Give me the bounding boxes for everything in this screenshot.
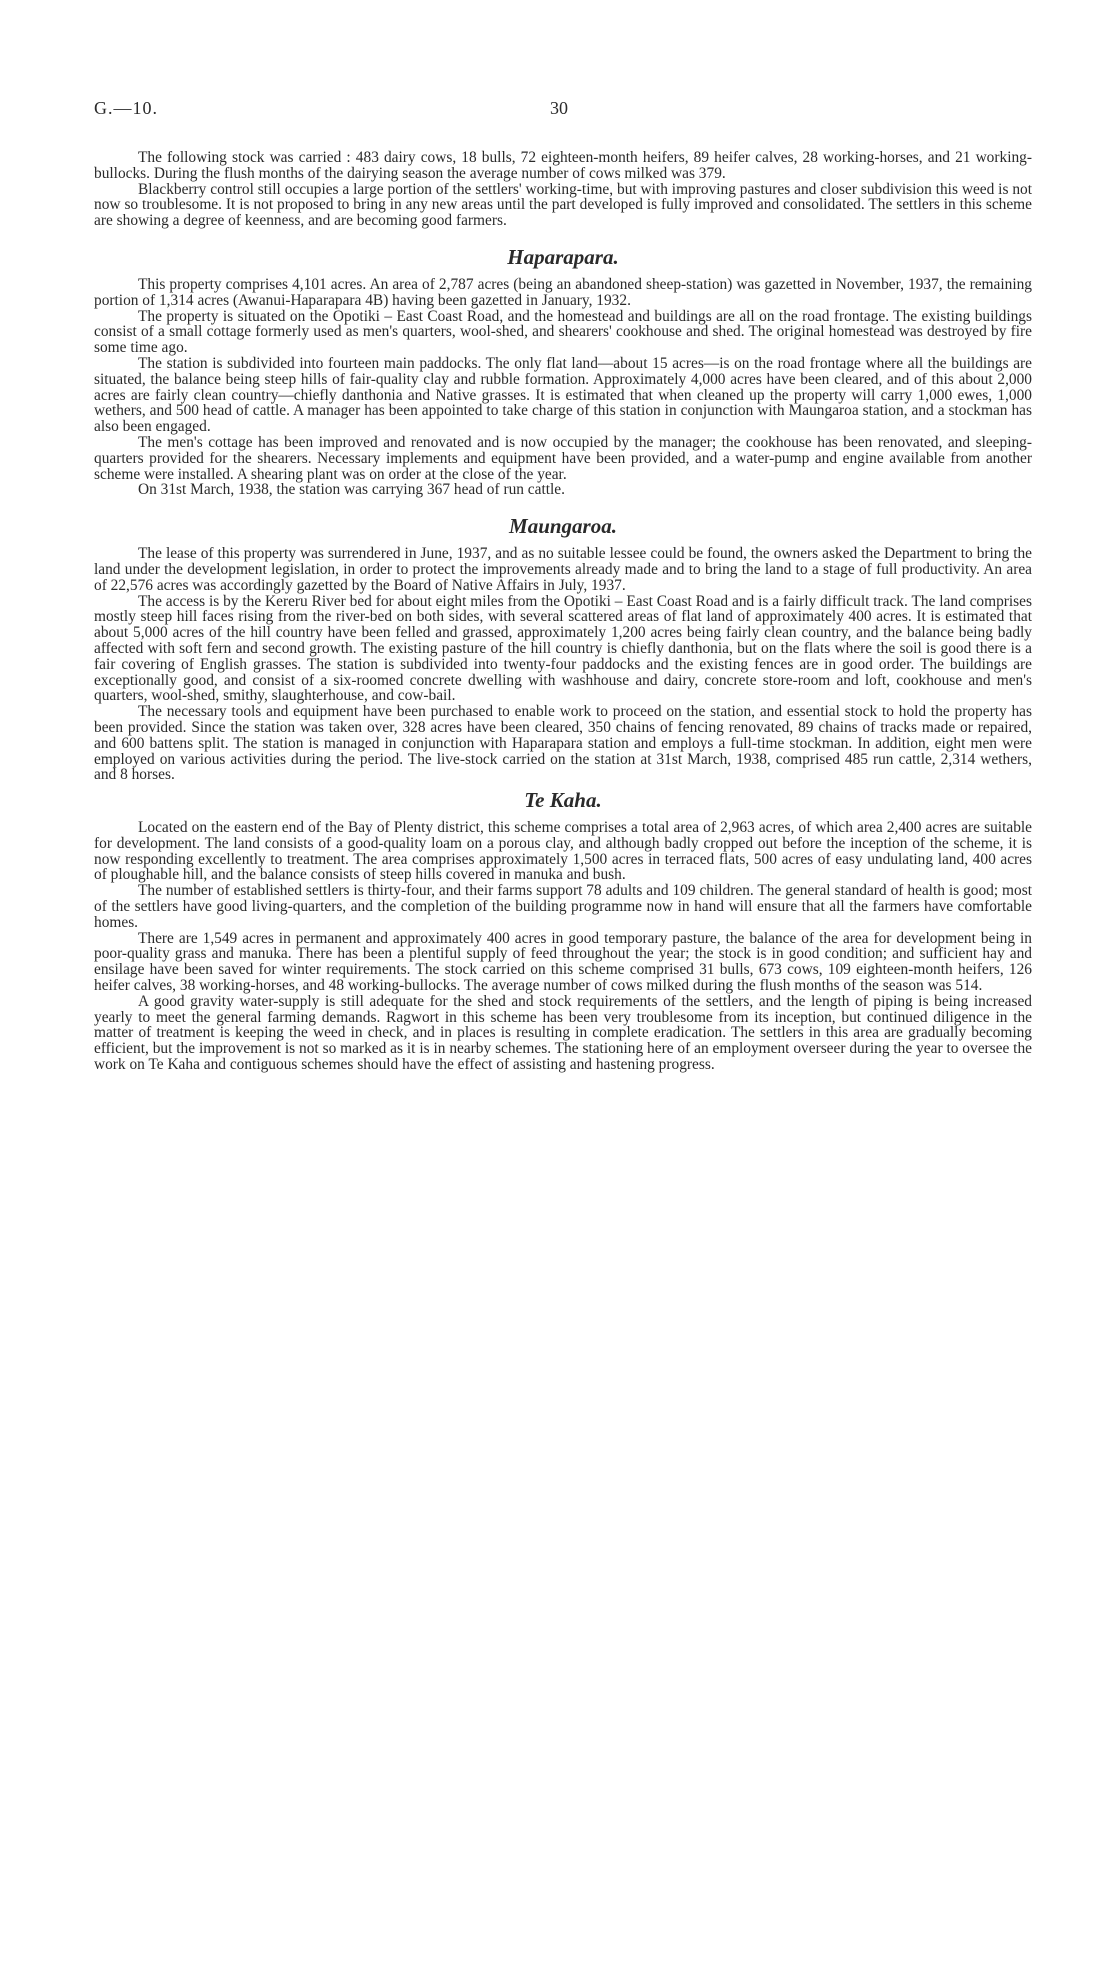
paragraph: Blackberry control still occupies a large portion of the settlers' working-time, but with improving pastures and closer subdivision this weed is not now so troublesome. It is not proposed to bring in any new areas until the part developed is fully improved and consolidated. The settlers in this scheme are showing a degree of keenness, and are becoming good farmers. bbox=[94, 180, 1032, 230]
paragraph: The necessary tools and equipment have been purchased to enable work to proceed on the station, and essential stock to hold the property has been provided. Since the station was taken over, 328 acres have been cleared, 350 chains of fencing renovated, 89 chains of tracks made or repaired, and 600 battens split. The station is managed in conjunction with Haparapara station and employs a full-time stockman. In addition, eight men were employed on various activities during the period. The live-stock carried on the station at 31st March, 1938, comprised 485 run cattle, 2,314 wethers, and 8 horses. bbox=[94, 703, 1032, 784]
section-heading-haparapara: Haparapara. bbox=[507, 244, 619, 269]
body-text bbox=[94, 150, 1032, 1073]
section-heading-maungaroa: Maungaroa. bbox=[509, 514, 617, 539]
section-heading-te-kaha: Te Kaha. bbox=[524, 788, 602, 813]
paragraph: There are 1,549 acres in permanent and approximately 400 acres in good temporary pasture, the balance of the area for development being in poor-quality grass and manuka. There has been a plentiful supply of feed throughout the year; the stock is in good condition; and sufficient hay and ensilage have been saved for winter requirements. The stock carried on this scheme comprised 31 bulls, 673 cows, 109 eighteen-month heifers, 126 heifer calves, 38 working-horses, and 48 working-bullocks. The average number of cows milked during the flush months of the season was 514. bbox=[94, 929, 1032, 995]
page-header bbox=[94, 98, 1034, 128]
paragraph: The following stock was carried : 483 dairy cows, 18 bulls, 72 eighteen-month heifers, 89 heifer calves, 28 working-horses, and 21 working-bullocks. During the flush months of the dairying season the average number of cows milked was 379. bbox=[94, 149, 1032, 182]
document-reference: G.—10. bbox=[94, 98, 158, 118]
paragraph: This property comprises 4,101 acres. An area of 2,787 acres (being an abandoned sheep-station) was gazetted in November, 1937, the remaining portion of 1,314 acres (Awanui-Haparapara 4B) having been gazetted in January, 1932. bbox=[94, 275, 1032, 309]
paragraph: Located on the eastern end of the Bay of Plenty district, this scheme comprises a total area of 2,963 acres, of which area 2,400 acres are suitable for development. The land consists of a good-quality loam on a porous clay, and although badly cropped out before the inception of the scheme, it is now responding excellently to treatment. The area comprises approximately 1,500 acres in terraced flats, 500 acres of easy undulating land, 400 acres of ploughable hill, and the balance consists of steep hills covered in manuka and bush. bbox=[94, 819, 1032, 884]
page-number: 30 bbox=[550, 98, 568, 118]
paragraph: On 31st March, 1938, the station was carrying 367 head of run cattle. bbox=[138, 481, 565, 499]
paragraph: A good gravity water-supply is still adequate for the shed and stock requirements of the settlers, and the length of piping is being increased yearly to meet the general farming demands. Ragwort in this scheme has been very troublesome from its inception, but continued diligence in the matter of treatment is keeping the weed in check, and in places is resulting in complete eradication. The settlers in this area are gradually becoming efficient, but the improvement is not so marked as it is in nearby schemes. The stationing here of an employment overseer during the year to oversee the work on Te Kaha and contiguous schemes should have the effect of assisting and hastening progress. bbox=[94, 992, 1032, 1074]
paragraph: The station is subdivided into fourteen main paddocks. The only flat land—about 15 acres—is on the road frontage where all the buildings are situated, the balance being steep hills of fair-quality clay and rubble formation. Approximately 4,000 acres have been cleared, and of this about 2,000 acres are fairly clean country—chiefly danthonia and Native grasses. It is estimated that when cleaned up the property will carry 1,000 ewes, 1,000 wethers, and 500 head of cattle. A manager has been appointed to take charge of this station in conjunction with Maungaroa station, and a stockman has also been engaged. bbox=[94, 354, 1032, 436]
paragraph: The access is by the Kereru River bed for about eight miles from the Opotiki – East Coast Road and is a fairly difficult track. The land comprises mostly steep hill faces rising from the river-bed on both sides, with several scattered areas of flat land of approximately 400 acres. It is estimated that about 5,000 acres of the hill country have been felled and grassed, approximately 1,200 acres being fairly clean country, and the balance being badly affected with soft fern and second growth. The existing pasture of the hill country is chiefly danthonia, but on the flats where the soil is good there is a fair covering of English grasses. The station is subdivided into twenty-four paddocks and the existing fences are in good order. The buildings are exceptionally good, and consist of a six-roomed concrete dwelling with washhouse and dairy, concrete store-room and loft, cookhouse and men's quarters, wool-shed, smithy, slaughterhouse, and cow-bail. bbox=[94, 592, 1032, 705]
paragraph: The men's cottage has been improved and renovated and is now occupied by the manager; the cookhouse has been renovated, and sleeping-quarters provided for the shearers. Necessary implements and equipment have been provided, and a water-pump and engine available from another scheme were installed. A shearing plant was on order at the close of the year. bbox=[94, 433, 1032, 483]
paragraph: The number of established settlers is thirty-four, and their farms support 78 adults and 109 children. The general standard of health is good; most of the settlers have good living-quarters, and the completion of the building programme now in hand will ensure that all the farmers have comfortable homes. bbox=[94, 882, 1032, 931]
paragraph: The lease of this property was surrendered in June, 1937, and as no suitable lessee could be found, the owners asked the Department to bring the land under the development legislation, in order to protect the improvements already made and to bring the land to a stage of full productivity. An area of 22,576 acres was accordingly gazetted by the Board of Native Affairs in July, 1937. bbox=[94, 545, 1032, 594]
paragraph: The property is situated on the Opotiki – East Coast Road, and the homestead and buildings are all on the road frontage. The existing buildings consist of a small cottage formerly used as men's quarters, wool-shed, and shearers' cookhouse and shed. The original homestead was destroyed by fire some time ago. bbox=[94, 307, 1032, 357]
